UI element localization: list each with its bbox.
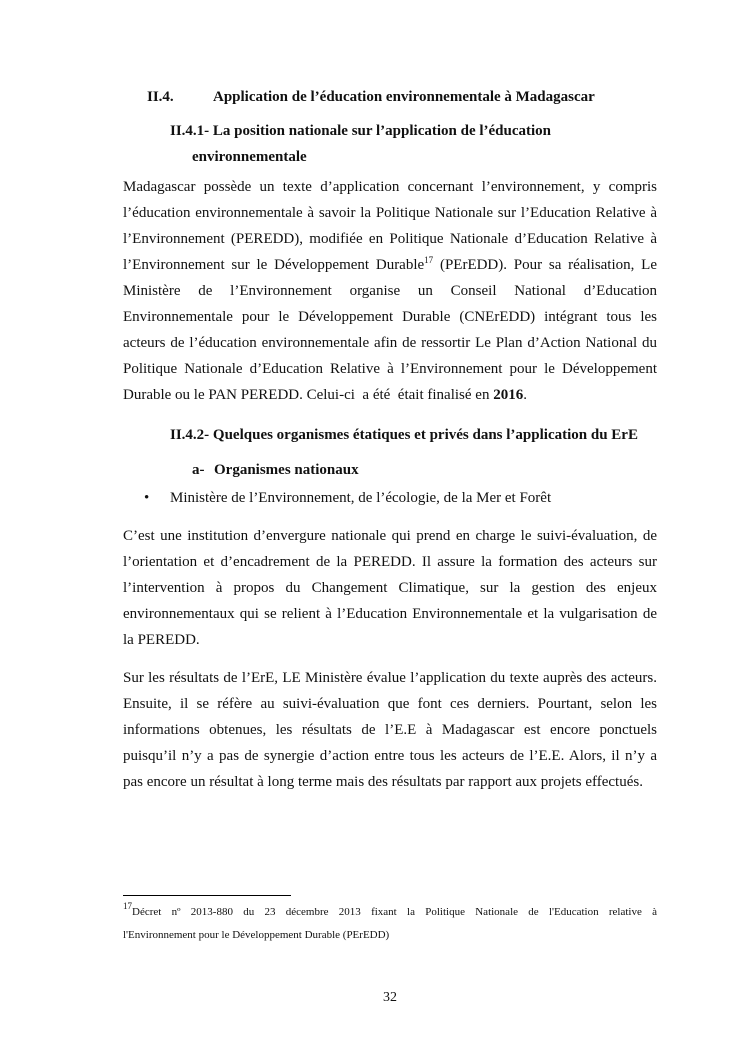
bullet-icon: • [144, 490, 150, 506]
footnote [123, 901, 657, 947]
text-line: Sur les résultats de l’ErE, LE Ministère évalue l’application du texte auprès des acteurs. [123, 670, 657, 686]
paragraph-1 [123, 174, 657, 408]
section-title: Application de l’éducation environnementale à Madagascar [213, 89, 595, 105]
footnote-line [123, 901, 657, 924]
text-line: Madagascar possède un texte d’application concernant l’environnement, y compris [123, 179, 657, 195]
year-bold: 2016 [493, 387, 524, 403]
footnote-line: l'Environnement pour le Développement Durable (PErEDD) [123, 929, 390, 941]
footnote-reference[interactable]: 17 [424, 255, 434, 265]
subsubsection-marker: a- [192, 462, 205, 478]
page-number: 32 [383, 990, 397, 1005]
text-line [123, 252, 657, 278]
text-line: puisqu’il n’y a pas de synergie d’action entre tous les acteurs de l’E.E. Alors, il n’y a [123, 748, 657, 764]
text-line: Environnementale pour le Développement Durable (CNErEDD) intégrant tous les [123, 309, 657, 325]
text-line: Ministère de l’Environnement organise un Conseil National d’Education [123, 283, 657, 299]
footnote-number: 17 [123, 901, 132, 911]
subsection-title: II.4.1- La position nationale sur l’application de l’éducation [170, 123, 552, 139]
text-segment: . [523, 387, 527, 403]
subsubsection-title: Organismes nationaux [214, 462, 359, 478]
text-line: l’éducation environnementale à savoir la Politique Nationale sur l’Education Relative à [123, 205, 657, 221]
text-segment: l’Environnement sur le Développement Durable [123, 257, 425, 273]
section-number: II.4. [147, 89, 174, 105]
paragraph-3 [123, 665, 657, 795]
text-line: Politique Nationale d’Education Relative à l’Environnement pour le Développement [123, 361, 657, 377]
subsection-2-title: II.4.2- Quelques organismes étatiques et privés dans l’application du ErE [170, 427, 638, 443]
paragraph-2 [123, 523, 657, 653]
text-line: Ensuite, il se réfère au suivi-évaluation que font ces derniers. Pourtant, selon les [123, 696, 657, 712]
text-segment: Durable ou le PAN PEREDD. Celui-ci a été était finalisé en [123, 387, 494, 403]
bullet-item: Ministère de l’Environnement, de l’écologie, de la Mer et Forêt [170, 490, 552, 506]
text-line: la PEREDD. [123, 632, 200, 648]
text-line: acteurs de l’éducation environnementale afin de ressortir Le Plan d’Action National du [123, 335, 657, 351]
text-line: pas encore un résultat à long terme mais des résultats par rapport aux projets effectués. [123, 774, 643, 790]
text-line: C’est une institution d’envergure nationale qui prend en charge le suivi-évaluation, de [123, 528, 657, 544]
footnote-separator [123, 895, 291, 896]
text-line: l’orientation et d’encadrement de la PEREDD. Il assure la formation des acteurs sur [123, 554, 657, 570]
text-line: l’intervention à propos du Changement Climatique, sur la gestion des enjeux [123, 580, 657, 596]
subsection-title-cont: environnementale [192, 149, 307, 165]
text-segment: Décret nº 2013-880 du 23 décembre 2013 fixant la Politique Nationale de l'Education relative à [132, 906, 657, 918]
text-line: informations obtenues, les résultats de l’E.E à Madagascar est encore ponctuels [123, 722, 657, 738]
text-line: l’Environnement (PEREDD), modifiée en Politique Nationale d’Education Relative à [123, 231, 657, 247]
text-line: environnementaux qui se relient à l’Education Environnementale et la vulgarisation de [123, 606, 657, 622]
text-segment: (PErEDD). Pour sa réalisation, Le [433, 257, 657, 273]
text-line [123, 382, 657, 408]
